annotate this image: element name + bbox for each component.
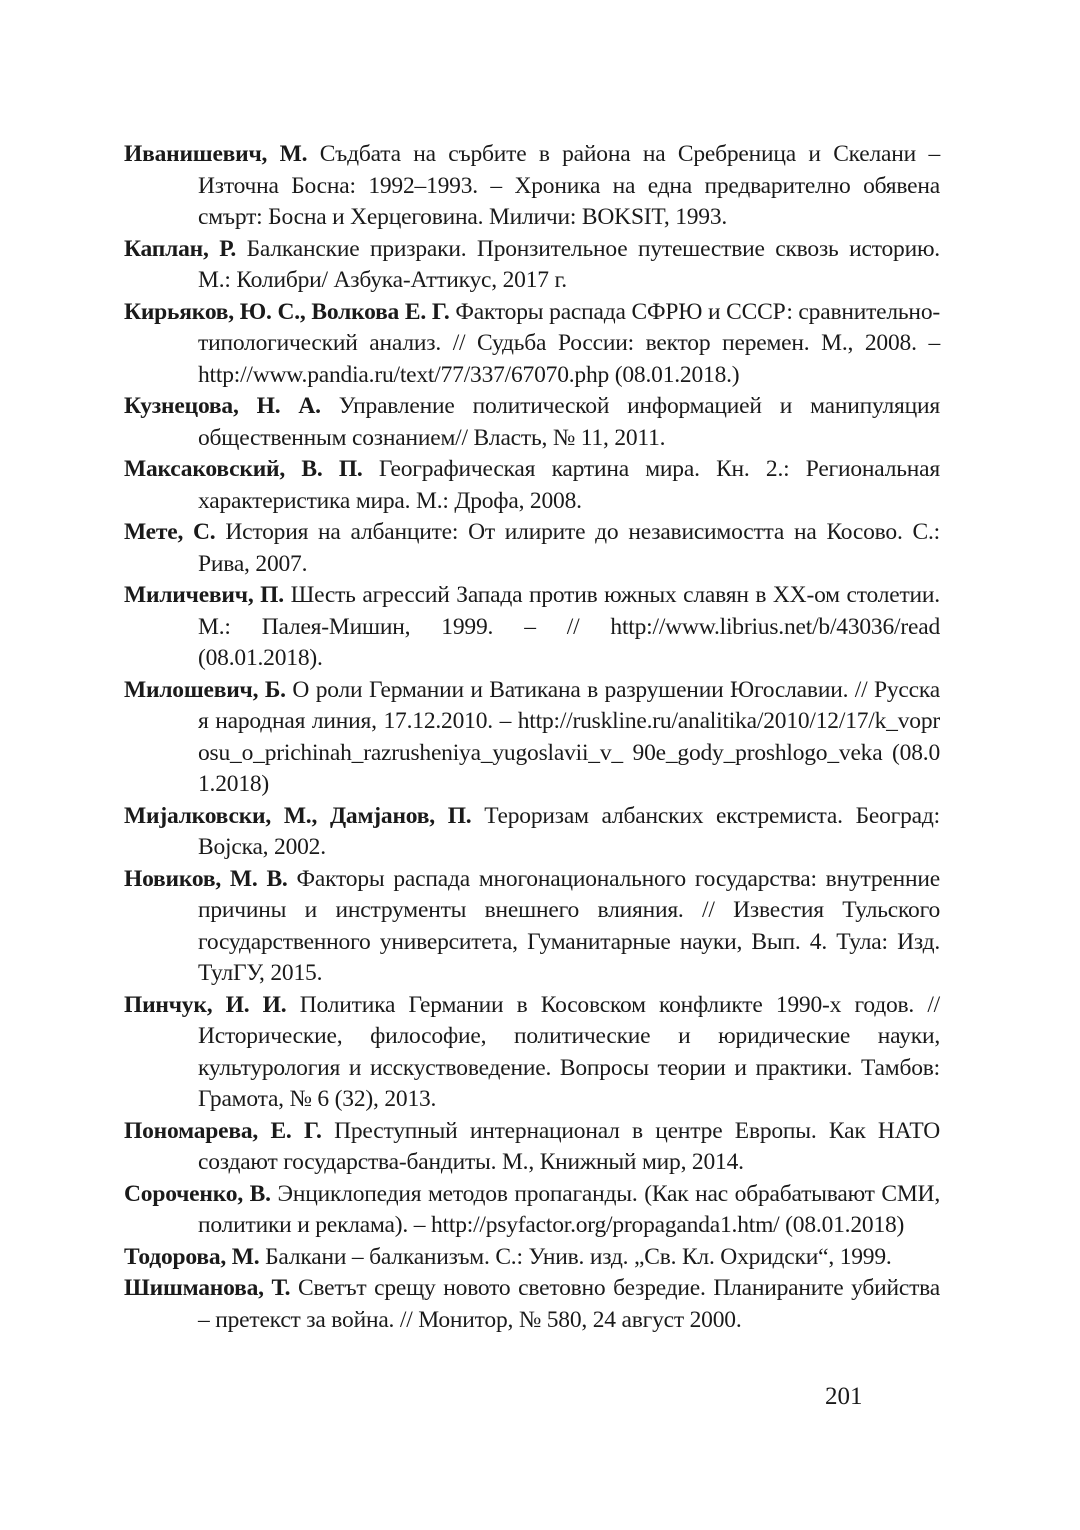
entry-author: Иванишевич, М. [124,141,308,167]
entry-text: Тероризам албанских екстремиста. Београд: Војска, 2002. [198,802,940,860]
entry-author: Пономарева, Е. Г. [124,1117,322,1144]
entry-author: Мете, С. [124,519,216,545]
entry-author: Милошевич, Б. [124,676,286,703]
entry-author: Кузнецова, Н. А. [124,393,321,419]
entry-author: Тодорова, М. [124,1243,260,1270]
bibliography-entry [124,297,940,392]
entry-text: Географическая картина мира. Кн. 2.: Региональная характеристика мира. М.: Дрофа, 2008. [198,456,940,514]
entry-author: Пинчук, И. И. [124,991,287,1018]
bibliography-entry [124,139,940,234]
entry-text: Съдбата на сърбите в района на Сребреница и Скелани – Източна Босна: 1992–1993. – Хроника на една предварително обявена смърт: Босна и Херцеговина. Миличи: BOKSIT, 1993. [198,141,940,230]
entry-text: Преступный интернационал в центре Европы. Как НАТО создают государства-бандиты. М., Книжный мир, 2014. [198,1117,940,1175]
bibliography-entry [124,1273,940,1336]
entry-text: О роли Германии и Ватикана в разрушении Югославии. // Русская народная линия, 17.12.2010. – http://ruskline.ru/analitika/2010/12/17/k_voprosu_o_prichinah_razrusheniya_yugoslavii_v_ 90e_gody_proshlogo_veka (08.01.2018) [198,676,940,797]
entry-text: Шесть агрессий Запада против южных славян в XX-ом столетии. М.: Палея-Мишин, 1999. – // http://www.librius.net/b/43036/read (08.01.2018). [198,582,940,671]
bibliography-entry [124,234,940,297]
entry-author: Кирьяков, Ю. С., Волкова Е. Г. [124,298,450,325]
bibliography-entry [124,801,940,864]
bibliography-list [124,139,940,1336]
page-number: 201 [825,1383,863,1410]
entry-text: Энциклопедия методов пропаганды. (Как нас обрабатывают СМИ, политики и реклама). – http://psyfactor.org/propaganda1.htm/ (08.01.2018) [198,1180,940,1238]
bibliography-entry [124,675,940,801]
bibliography-entry [124,1179,940,1242]
bibliography-entry [124,990,940,1116]
entry-text: Балкани – балканизъм. С.: Унив. изд. „Св. Кл. Охридски“, 1999. [265,1243,892,1270]
bibliography-entry [124,391,940,454]
bibliography-entry [124,864,940,990]
entry-author: Новиков, М. В. [124,865,288,892]
bibliography-entry [124,1116,940,1179]
entry-text: Управление политической информацией и манипуляция общественным сознанием// Власть, № 11, 2011. [198,393,940,451]
entry-text: Балканские призраки. Пронзительное путешествие сквозь историю. М.: Колибри/ Азбука-Аттикус, 2017 г. [198,235,940,293]
entry-author: Сороченко, В. [124,1180,271,1207]
bibliography-entry [124,517,940,580]
bibliography-entry [124,1242,940,1274]
entry-text: Факторы распада СФРЮ и СССР: сравнительно-типологический анализ. // Судьба России: вектор перемен. М., 2008. – http://www.pandia.ru/text/77/337/67070.php (08.01.2018.) [198,298,940,388]
bibliography-entry [124,454,940,517]
entry-text: Факторы распада многонационального государства: внутренние причины и инструменты внешнего влияния. // Известия Тульского государственного университета, Гуманитарные науки, Вып. 4. Тула: Изд. ТулГУ, 2015. [198,865,940,986]
entry-text: История на албанците: От илирите до независимостта на Косово. С.: Рива, 2007. [198,519,940,577]
bibliography-entry [124,580,940,675]
entry-author: Мијалковски, М., Дамјанов, П. [124,802,472,829]
entry-author: Шишманова, Т. [124,1275,291,1301]
entry-text: Политика Германии в Косовском конфликте 1990-х годов. // Исторические, философие, политические и юридические науки, культурология и исскуствоведение. Вопросы теории и практики. Тамбов: Грамота, № 6 (32), 2013. [198,991,940,1112]
entry-author: Каплан, Р. [124,235,237,262]
entry-author: Максаковский, В. П. [124,456,363,482]
entry-author: Миличевич, П. [124,582,284,608]
entry-text: Светът срещу новото световно безредие. Планираните убийства – претекст за война. // Монитор, № 580, 24 август 2000. [198,1275,940,1333]
